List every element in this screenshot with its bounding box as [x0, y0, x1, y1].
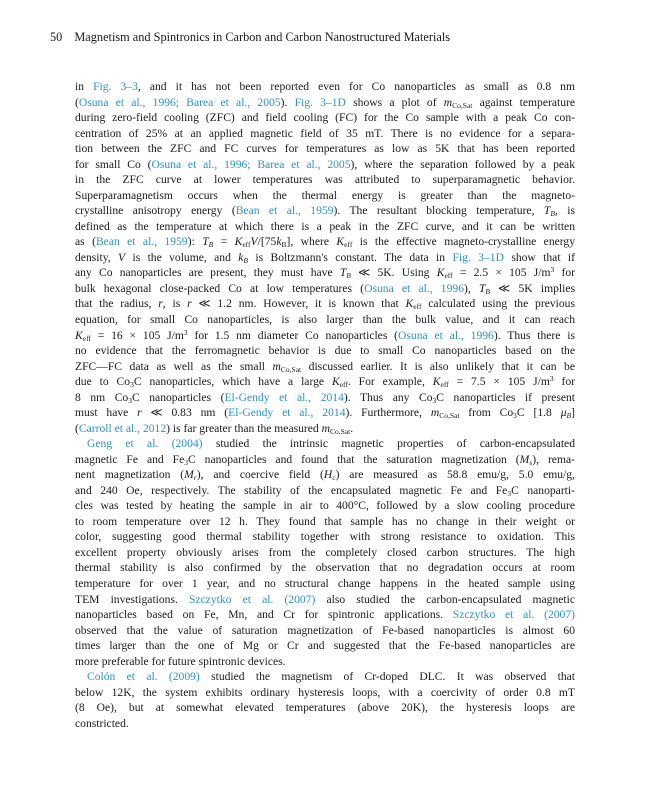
text-run: in the ZFC curve at lower temperatures was attributed to superparamagnetic behavior.	[75, 173, 575, 187]
text-run: ) are measured as 58.8 emu/g, 5.0 emu/g,	[335, 468, 575, 482]
text-run: more preferable for future spintronic devices.	[75, 654, 286, 668]
subscript: B	[281, 240, 287, 250]
text-run: for 1.5 nm diameter Co nanoparticles (	[187, 328, 399, 342]
text-line	[75, 126, 575, 142]
text-run: /[75	[257, 235, 277, 249]
text-run: and 240 Oe, respectively. The stability of the encapsulated magnetic Fe and Fe	[75, 483, 508, 497]
text-line	[75, 483, 575, 499]
math-symbol: k	[276, 235, 282, 249]
math-symbol: T	[339, 266, 347, 280]
citation-link[interactable]: Fig. 3–1D	[294, 95, 346, 109]
text-run: ≪ 5K implies	[490, 281, 575, 295]
text-line	[75, 421, 575, 437]
text-line	[75, 685, 575, 701]
text-line	[75, 716, 575, 732]
math-symbol: T	[543, 204, 551, 218]
subscript: Co,Sat	[330, 426, 351, 436]
text-run: ≪ 5K. Using	[350, 266, 437, 280]
math-symbol: T	[202, 235, 209, 249]
math-symbol: r	[137, 406, 142, 420]
text-run: constricted.	[75, 716, 129, 730]
subscript: eff	[444, 271, 453, 281]
text-line	[75, 219, 575, 235]
text-line	[75, 359, 575, 375]
text-run: = 7.5 × 105 J/m	[448, 375, 550, 389]
text-line	[75, 498, 575, 514]
text-line	[75, 281, 575, 297]
text-run: thermal stability is also confirmed by the observation that no degradation occurs at room	[75, 561, 575, 575]
text-run: any Co nanoparticles are present, they must have	[75, 266, 340, 280]
text-run: studied the intrinsic magnetic properties of carbon-encapsulated	[202, 437, 575, 451]
math-symbol: T	[478, 281, 486, 295]
math-symbol: m	[321, 421, 330, 435]
text-run: for	[554, 266, 575, 280]
subscript: 3	[184, 457, 188, 467]
text-run: Superparamagnetism occurs when the thermal energy is greater than the magneto-	[75, 188, 575, 202]
math-symbol: M	[184, 468, 194, 482]
citation-link[interactable]: Osuna et al., 1996	[398, 328, 494, 342]
text-run: that the radius,	[75, 297, 159, 311]
citation-link[interactable]: Osuna et al., 1996	[364, 281, 464, 295]
text-run: , is	[162, 297, 188, 311]
text-run: TEM investigations.	[75, 592, 189, 606]
text-line	[75, 203, 575, 219]
text-line	[75, 623, 575, 639]
subscript: B	[566, 411, 572, 421]
math-symbol: r	[158, 297, 163, 311]
math-symbol: K	[75, 328, 83, 342]
math-symbol: V	[250, 235, 258, 249]
text-run: C nanoparticles and found that the saturation magnetization (	[188, 452, 520, 466]
text-run: against temperature	[472, 95, 575, 109]
text-run: temperature for over 1 year, and no structural change happens in the heated sample using	[75, 577, 575, 590]
math-symbol: H	[323, 468, 333, 482]
text-run: (	[75, 95, 79, 109]
text-run: no evidence that the ferromagnetic behavior is due to small Co nanoparticles based on the	[75, 344, 575, 358]
math-symbol: K	[336, 235, 345, 249]
subscript: Co,Sat	[439, 411, 460, 421]
subscript: eff	[242, 240, 251, 250]
text-line	[75, 312, 575, 328]
text-run: C [1.8	[516, 406, 561, 420]
text-line	[75, 638, 575, 654]
text-line	[75, 343, 575, 359]
text-run: during zero-field cooling (ZFC) and field cooling (FC) for the Co sample with a peak Co con-	[75, 111, 575, 125]
text-line	[75, 576, 575, 592]
math-symbol: k	[238, 250, 244, 264]
text-run: , and it has not been reported even for Co nanoparticles as small as 0.8 nm	[137, 80, 575, 93]
text-run: C nanoparti-	[511, 483, 575, 497]
citation-link[interactable]: Carroll et al., 2012	[78, 421, 167, 435]
subscript: eff	[440, 380, 449, 390]
text-line	[75, 669, 575, 685]
citation-link[interactable]: Geng et al. (2004)	[87, 437, 203, 451]
subscript: 3	[513, 411, 517, 421]
text-line	[75, 467, 575, 483]
text-line	[75, 110, 575, 126]
text-run: ), where the separation followed by a peak	[350, 157, 575, 171]
math-symbol: m	[443, 95, 453, 109]
superscript: 3	[550, 265, 555, 275]
text-run: ). Furthermore,	[345, 406, 431, 420]
citation-link[interactable]: Szczytko et al. (2007)	[189, 592, 316, 606]
text-run: ). Thus any Co	[343, 390, 433, 404]
text-line	[75, 296, 575, 312]
text-run: ). Thus there is	[493, 328, 575, 342]
text-line	[75, 328, 575, 344]
text-run: is Boltzmann's constant. The data in	[248, 250, 453, 264]
text-run: is the volume, and	[125, 250, 239, 264]
text-run: must have	[75, 406, 138, 420]
text-run: discussed earlier. It is also unlikely that it can be	[301, 359, 575, 373]
text-run: ). The resultant blocking temperature,	[333, 204, 544, 218]
subscript: 3	[128, 395, 132, 405]
text-line	[75, 95, 575, 111]
math-symbol: V	[118, 250, 126, 264]
text-line	[75, 390, 575, 406]
page-number: 50	[50, 30, 63, 44]
text-run: calculated using the previous	[421, 297, 575, 311]
text-run: below 12K, the system exhibits ordinary hysteresis loops, with a coercivity of order 0.8 mT	[75, 685, 575, 699]
math-symbol: K	[234, 235, 243, 249]
text-run: nent magnetization (	[75, 468, 185, 482]
text-line	[75, 654, 575, 670]
text-run: (	[75, 421, 79, 435]
text-run: ], where	[286, 235, 337, 249]
text-run: crystalline anisotropy energy (	[75, 204, 236, 218]
text-run: ).	[280, 95, 295, 109]
citation-link[interactable]: Osuna et al., 1996; Barea et al., 2005	[78, 95, 281, 109]
text-run: studied the magnetism of Cr-doped DLC. It was observed that	[199, 670, 575, 684]
text-run: 8 nm Co	[75, 390, 129, 404]
math-symbol: K	[432, 375, 441, 389]
text-line	[75, 700, 575, 716]
text-line	[75, 79, 575, 95]
math-symbol: r	[187, 297, 192, 311]
text-line	[75, 452, 575, 468]
math-symbol: m	[430, 406, 440, 420]
math-symbol: M	[519, 452, 530, 466]
running-header	[50, 30, 450, 45]
text-line	[75, 514, 575, 530]
text-run: = 2.5 × 105 J/m	[452, 266, 551, 280]
citation-link[interactable]: Bean et al., 1959	[235, 204, 334, 218]
math-symbol: μ	[560, 406, 567, 420]
text-run: to room temperature over 12 h. They found that sample has no change in their weight or	[75, 514, 575, 528]
subscript: B	[208, 240, 214, 250]
text-line	[75, 592, 575, 608]
body-text	[75, 79, 575, 731]
text-run: bulk hexagonal close-packed Co at low temperatures (	[75, 281, 365, 295]
text-run: ) is far greater than the measured	[166, 421, 322, 435]
text-run: ZFC—FC data as well as the small	[75, 359, 273, 373]
text-line	[75, 374, 575, 390]
text-run: centration of 25% at an applied magnetic field of 35 mT. There is no evidence for a separa-	[75, 126, 575, 140]
text-run: observed that the value of saturation magnetization of Fe-based nanoparticles is almost 60	[75, 623, 575, 637]
text-run: for	[553, 375, 576, 389]
text-line	[75, 250, 575, 266]
text-run: also studied the carbon-encapsulated magnetic	[315, 592, 576, 606]
text-run: show that if	[503, 250, 575, 264]
text-line	[75, 265, 575, 281]
text-line	[75, 405, 575, 421]
text-run: as (	[75, 235, 96, 249]
citation-link[interactable]: Osuna et al., 1996; Barea et al., 2005	[151, 157, 351, 171]
citation-link[interactable]: Colón et al. (2009)	[87, 670, 200, 684]
subscript: B	[550, 209, 555, 219]
subscript: r	[193, 473, 197, 483]
citation-link[interactable]: Szczytko et al. (2007)	[452, 608, 576, 622]
subscript: B	[346, 271, 351, 281]
citation-link[interactable]: El-Gendy et al., 2014	[228, 406, 346, 420]
text-line	[75, 188, 575, 204]
text-run: C nanoparticles (	[131, 390, 225, 404]
text-run: magnetic Fe and Fe	[75, 452, 185, 466]
text-run: from Co	[459, 406, 514, 420]
math-symbol: K	[405, 297, 414, 311]
book-title: Magnetism and Spintronics in Carbon and Carbon Nanostructured Materials	[74, 30, 451, 44]
text-run: density,	[75, 250, 119, 264]
citation-link[interactable]: El-Gendy et al., 2014	[224, 390, 344, 404]
subscript: eff	[82, 333, 91, 343]
text-line	[75, 560, 575, 576]
text-line	[75, 436, 575, 452]
text-run: ),	[464, 281, 479, 295]
subscript: eff	[339, 380, 348, 390]
text-line	[75, 234, 575, 250]
subscript: 3	[432, 395, 437, 405]
math-symbol: m	[272, 359, 281, 373]
text-run: shows a plot of	[345, 95, 444, 109]
text-run: C nanoparticles if present	[436, 390, 576, 404]
citation-link[interactable]: Fig. 3–3	[93, 80, 138, 93]
subscript: Co,Sat	[452, 100, 473, 110]
text-run: defined as the temperature at which there is a peak in the ZFC curve, and it can be written	[75, 219, 575, 233]
text-run: cles was tested by heating the sample in air to 400°C, followed by a slow cooling procedure	[75, 499, 575, 513]
math-symbol: K	[436, 266, 445, 280]
text-run: tion between the ZFC and FC curves for temperatures as low as 5K that has been reported	[75, 142, 575, 156]
text-run: is the effective magneto-crystalline energy	[352, 235, 576, 249]
text-run: color, suggesting good thermal stability together with strong resistance to oxidation. This	[75, 530, 575, 544]
citation-link[interactable]: Bean et al., 1959	[95, 235, 188, 249]
subscript: s	[529, 457, 533, 467]
text-run: excellent property obviously arises from the completely closed carbon structures. The high	[75, 545, 575, 559]
math-symbol: K	[331, 375, 340, 389]
text-run: .	[350, 421, 354, 435]
text-run: = 16 × 105 J/m	[90, 328, 184, 342]
text-run: due to Co	[75, 375, 131, 389]
text-line	[75, 607, 575, 623]
text-run: =	[213, 235, 235, 249]
text-line	[75, 157, 575, 173]
text-run: equation, for small Co nanoparticles, is also larger than the bulk value, and it can reach	[75, 312, 575, 326]
text-run: ]	[571, 406, 575, 420]
subscript: 3	[130, 380, 134, 390]
text-line	[75, 529, 575, 545]
subscript: c	[332, 473, 336, 483]
superscript: 3	[549, 374, 554, 384]
text-run: in	[75, 80, 94, 93]
subscript: B	[243, 255, 248, 265]
subscript: Co,Sat	[280, 364, 302, 374]
text-run: . For example,	[347, 375, 433, 389]
text-run: C nanoparticles, which have a large	[133, 375, 332, 389]
subscript: eff	[344, 240, 353, 250]
text-run: (8 Oe), but at somewhat elevated temperatures (above 20K), the hysteresis loops are	[75, 701, 575, 715]
text-line	[75, 172, 575, 188]
text-run: ):	[187, 235, 203, 249]
subscript: eff	[413, 302, 422, 312]
superscript: 3	[183, 327, 188, 337]
subscript: B	[485, 286, 490, 296]
text-run: for small Co (	[75, 157, 152, 171]
text-run: ), rema-	[532, 452, 575, 466]
subscript: 3	[507, 488, 512, 498]
text-run: , is	[554, 204, 576, 218]
text-line	[75, 141, 575, 157]
text-run: ), and coercive field (	[196, 468, 324, 482]
text-run: ≪ 0.83 nm (	[141, 406, 229, 420]
text-run: times larger than the one of Mg or Cr and suggested that the Fe-based nanoparticles are	[75, 639, 575, 653]
citation-link[interactable]: Fig. 3–1D	[452, 250, 504, 264]
text-line	[75, 545, 575, 561]
text-run: nanoparticles based on Fe, Mn, and Cr for spintronic applications.	[75, 608, 453, 622]
text-run: ≪ 1.2 nm. However, it is known that	[191, 297, 406, 311]
